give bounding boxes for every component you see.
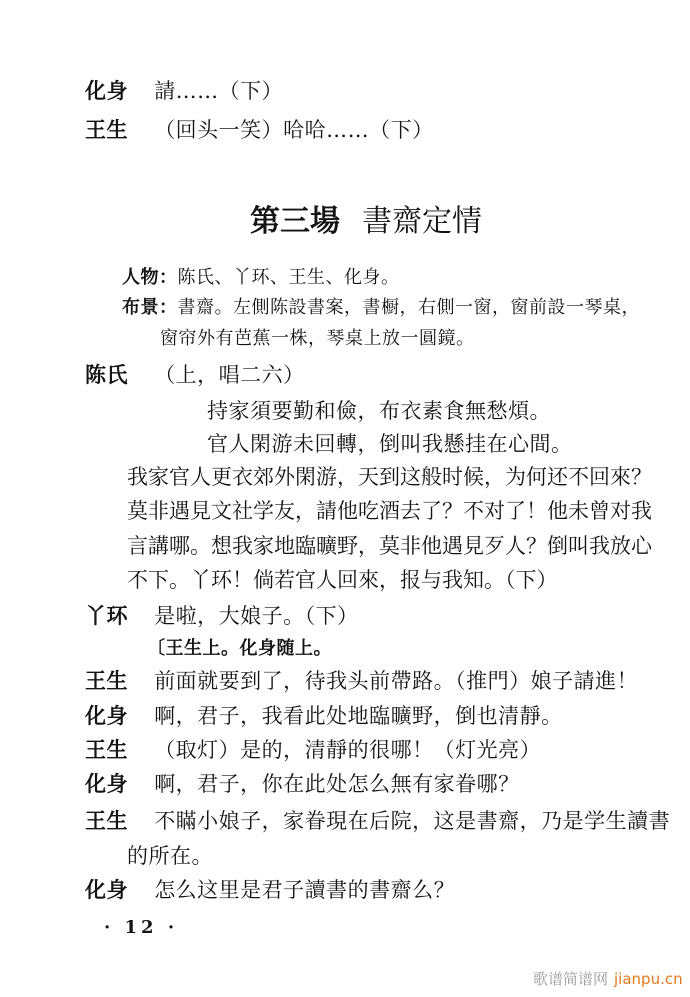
- speech-text: 莫非遇見文社学友，請他吃酒去了？不对了！他未曾对我: [127, 499, 652, 523]
- dialogue-line: [85, 362, 305, 388]
- setting-label: 布景：: [122, 297, 178, 318]
- cast-text: 陈氏、丫环、王生、化身。: [177, 267, 400, 288]
- dialogue-text: 怎么这里是君子讀書的書齋么？: [154, 878, 456, 902]
- dialogue-text: 啊，君子，你在此处怎么無有家眷哪？: [154, 772, 520, 796]
- speaker-name: 王生: [85, 808, 128, 833]
- speech-text: 言講哪。想我家地臨曠野，莫非他遇見歹人？倒叫我放心: [127, 534, 652, 558]
- setting-text: 書齋。左側陈設書案，書橱，右側一窗，窗前設一琴桌，: [177, 297, 640, 318]
- verse-text: 持家須要勤和儉，布衣素食無愁煩。: [207, 399, 551, 423]
- stage-direction: （上，唱二六）: [154, 363, 305, 387]
- speech-line: [127, 567, 558, 593]
- dialogue-line: [85, 117, 434, 143]
- dialogue-line: [85, 771, 520, 797]
- speaker-name: 化身: [85, 703, 128, 728]
- dialogue-text: 前面就要到了，待我头前帶路。（推門）娘子請進！: [154, 669, 639, 693]
- speaker-name: 王生: [85, 117, 128, 142]
- watermark: [533, 968, 683, 989]
- verse-text: 官人閑游未回轉，倒叫我懸挂在心間。: [207, 432, 573, 456]
- speech-line: [127, 464, 652, 490]
- speech-text: 我家官人更衣郊外閑游，天到这般时候，为何还不回來？: [127, 465, 652, 489]
- speaker-name: 王生: [85, 737, 128, 762]
- cast-label: 人物：: [122, 267, 178, 288]
- cast-list: [122, 266, 400, 290]
- watermark-site-name: 歌谱简谱网: [533, 970, 609, 988]
- setting-text: 窗帘外有芭蕉一株，琴桌上放一圓鏡。: [160, 328, 475, 349]
- speaker-name: 化身: [85, 78, 128, 103]
- stage-direction-line: [147, 637, 332, 661]
- dialogue-line: [85, 703, 563, 729]
- stage-direction: 〔王生上。化身随上。: [147, 638, 332, 659]
- scene-name: 書齋定情: [362, 204, 482, 239]
- scene-number: 第三場: [250, 204, 340, 239]
- dialogue-line: [85, 877, 455, 903]
- dialogue-line: [85, 668, 638, 694]
- speaker-name: 丫环: [85, 603, 128, 628]
- dialogue-text: 啊，君子，我看此处地臨曠野，倒也清靜。: [154, 704, 563, 728]
- setting-line-2: [160, 327, 475, 351]
- setting-line-1: [122, 296, 640, 320]
- scene-title: [250, 203, 482, 241]
- dialogue-text: （取灯）是的，清靜的很哪！（灯光亮）: [154, 738, 542, 762]
- dialogue-line: [85, 737, 541, 763]
- speaker-name: 化身: [85, 771, 128, 796]
- speaker-name: 化身: [85, 877, 128, 902]
- dialogue-line: [85, 808, 670, 834]
- verse-line: [207, 398, 551, 424]
- speech-line: [127, 498, 652, 524]
- dialogue-text: 不瞞小娘子，家眷現在后院，这是書齋，乃是学生讀書: [154, 809, 671, 833]
- dialogue-text: （回头一笑）哈哈……（下）: [154, 118, 434, 142]
- watermark-url: jianpu.cn: [614, 970, 683, 988]
- page-number: · 12 ·: [104, 917, 179, 938]
- dialogue-line: [85, 78, 283, 104]
- speaker-name: 陈氏: [85, 362, 128, 387]
- speaker-name: 王生: [85, 668, 128, 693]
- dialogue-line: [85, 603, 359, 629]
- dialogue-text: 的所在。: [127, 844, 213, 868]
- dialogue-text: 請……（下）: [154, 79, 284, 103]
- continuation-line: [127, 843, 213, 869]
- dialogue-text: 是啦，大娘子。（下）: [154, 604, 359, 628]
- verse-line: [207, 431, 573, 457]
- speech-line: [127, 533, 652, 559]
- speech-text: 不下。丫环！倘若官人回來，报与我知。（下）: [127, 568, 558, 592]
